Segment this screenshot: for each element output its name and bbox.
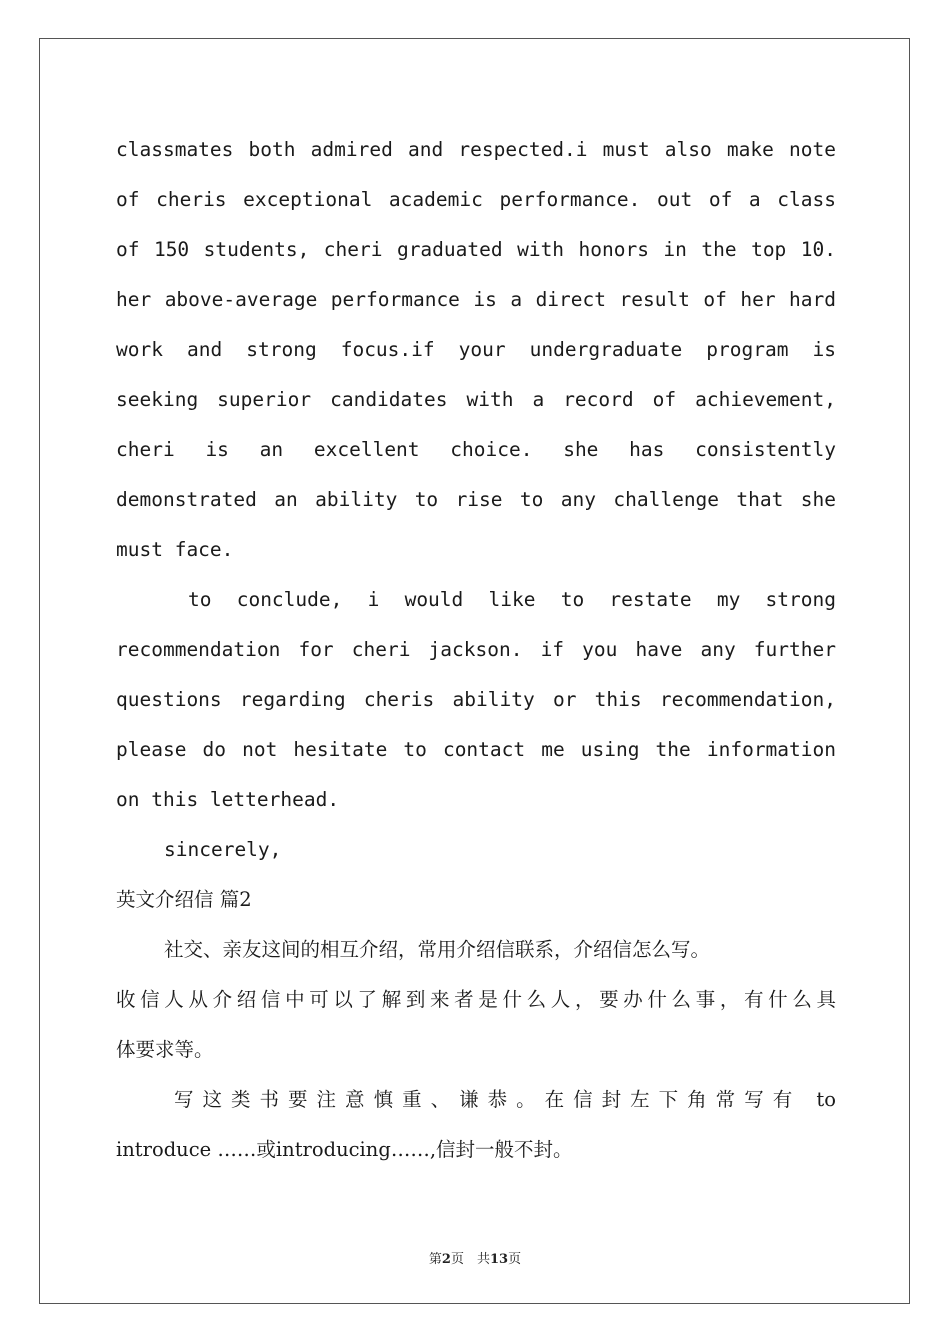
text-line: on this letterhead.: [116, 788, 340, 811]
text-line: of 150 students, cheri graduated with honors in the top 10.: [116, 238, 836, 261]
text-line: 社交、亲友这间的相互介绍，常用介绍信联系，介绍信怎么写。: [164, 938, 711, 961]
text-line: work and strong focus.if your undergraduate program is: [116, 338, 836, 361]
current-page: 2: [441, 1252, 451, 1267]
text-line: recommendation for cheri jackson. if you have any further: [116, 638, 836, 661]
text-line: please do not hesitate to contact me using the information: [116, 738, 836, 761]
text-line: 收信人从介绍信中可以了解到来者是什么人，要办什么事，有什么具: [116, 988, 836, 1011]
text-line: her above-average performance is a direct result of her hard: [116, 288, 836, 311]
total-pages: 13: [489, 1252, 509, 1267]
closing-salutation: sincerely,: [164, 838, 282, 861]
text-line: seeking superior candidates with a record of achievement,: [116, 388, 836, 411]
page-prefix: 第: [428, 1252, 442, 1267]
page-number: [0, 1248, 950, 1267]
text-line: of cheris exceptional academic performance. out of a class: [116, 188, 836, 211]
text-line: 写这类书要注意慎重、谦恭。在信封左下角常写有 to: [174, 1088, 836, 1111]
text-line: 体要求等。: [116, 1038, 214, 1061]
text-line: cheri is an excellent choice. she has consistently: [116, 438, 836, 461]
text-line: introduce ……或introducing……,信封一般不封。: [116, 1138, 573, 1161]
text-line: questions regarding cheris ability or this recommendation,: [116, 688, 836, 711]
text-line: demonstrated an ability to rise to any challenge that she: [116, 488, 836, 511]
page-suffix: 页: [508, 1252, 522, 1267]
page-mid: 页 共: [450, 1252, 490, 1267]
text-line: must face.: [116, 538, 234, 561]
text-line: to conclude, i would like to restate my strong: [188, 588, 836, 611]
text-line: classmates both admired and respected.i must also make note: [116, 138, 836, 161]
section-heading: 英文介绍信 篇2: [116, 888, 252, 911]
